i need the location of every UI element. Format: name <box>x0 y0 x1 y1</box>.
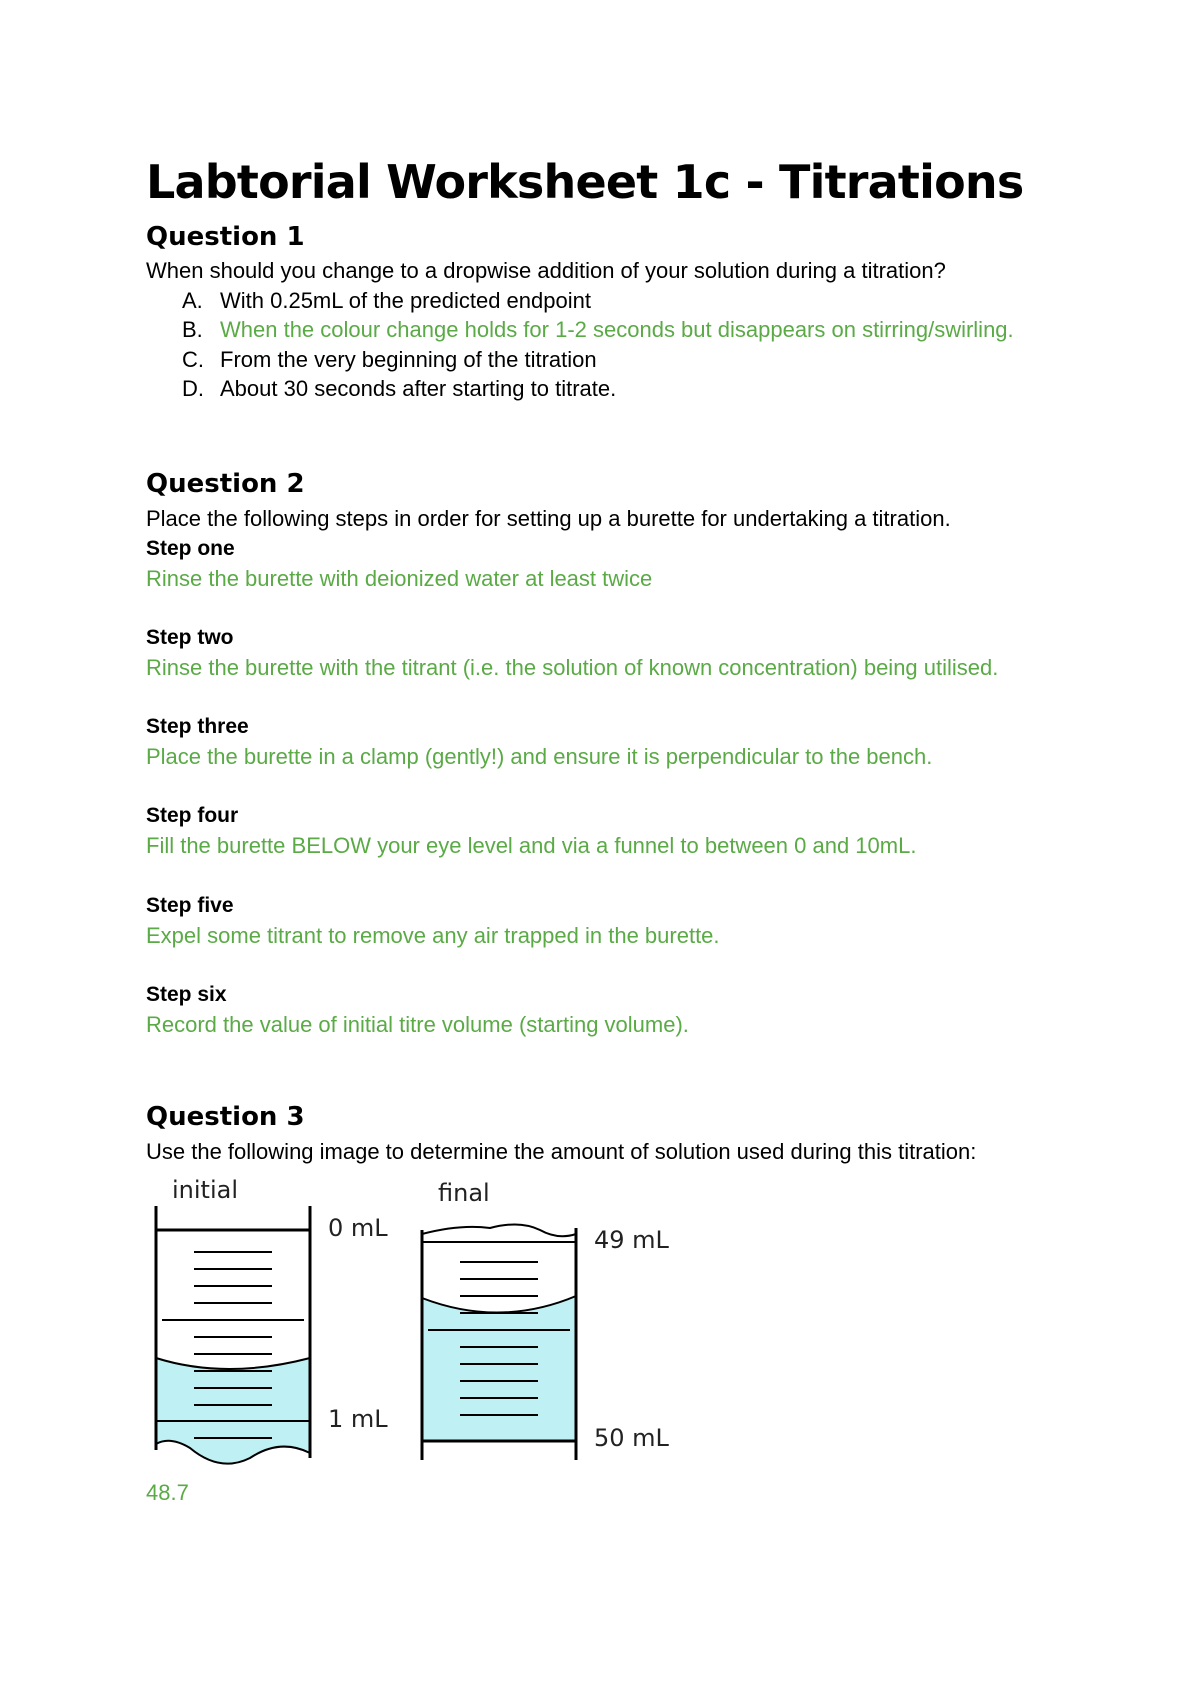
question-2-prompt: Place the following steps in order for setting up a burette for undertaking a titration. <box>146 506 951 531</box>
step-three-label: Step three <box>146 715 249 738</box>
final-liquid <box>422 1296 576 1441</box>
option-text: When the colour change holds for 1-2 seconds but disappears on stirring/swirling. <box>220 317 1014 342</box>
final-bottom-reading: 50 mL <box>594 1424 669 1452</box>
burette-readings-figure <box>140 1168 700 1478</box>
question-3-prompt: Use the following image to determine the amount of solution used during this titration: <box>146 1139 977 1164</box>
option-text: With 0.25mL of the predicted endpoint <box>220 288 591 313</box>
step-four-answer: Fill the burette BELOW your eye level and via a funnel to between 0 and 10mL. <box>146 833 917 858</box>
question-1-prompt: When should you change to a dropwise addition of your solution during a titration? <box>146 258 946 283</box>
option-letter: C. <box>182 347 204 372</box>
step-three-answer: Place the burette in a clamp (gently!) and ensure it is perpendicular to the bench. <box>146 744 933 769</box>
step-two-label: Step two <box>146 626 234 649</box>
option-a <box>182 287 591 315</box>
option-letter: D. <box>182 376 204 401</box>
final-broken-edge <box>422 1224 576 1236</box>
final-top-reading: 49 mL <box>594 1226 669 1254</box>
question-3-answer: 48.7 <box>146 1480 189 1505</box>
final-label: final <box>438 1179 490 1207</box>
option-letter: A. <box>182 288 203 313</box>
option-text: From the very beginning of the titration <box>220 347 597 372</box>
option-text: About 30 seconds after starting to titrate. <box>220 376 617 401</box>
initial-top-reading: 0 mL <box>328 1214 388 1242</box>
initial-label: initial <box>172 1176 238 1204</box>
question-1-heading: Question 1 <box>146 222 305 252</box>
step-one-answer: Rinse the burette with deionized water at least twice <box>146 566 653 591</box>
option-c <box>182 346 597 374</box>
step-six-answer: Record the value of initial titre volume (starting volume). <box>146 1012 689 1037</box>
initial-liquid <box>156 1358 310 1464</box>
option-d <box>182 375 616 403</box>
question-3-heading: Question 3 <box>146 1102 305 1132</box>
page-title: Labtorial Worksheet 1c - Titrations <box>146 155 1024 209</box>
question-2-heading: Question 2 <box>146 469 305 499</box>
option-letter: B. <box>182 317 203 342</box>
step-six-label: Step six <box>146 983 227 1006</box>
step-five-answer: Expel some titrant to remove any air trapped in the burette. <box>146 923 720 948</box>
step-five-label: Step five <box>146 894 234 917</box>
step-two-answer: Rinse the burette with the titrant (i.e. the solution of known concentration) being utilised. <box>146 655 999 680</box>
option-b-correct <box>182 316 1014 344</box>
initial-bottom-reading: 1 mL <box>328 1405 388 1433</box>
step-four-label: Step four <box>146 804 239 827</box>
step-one-label: Step one <box>146 537 235 560</box>
